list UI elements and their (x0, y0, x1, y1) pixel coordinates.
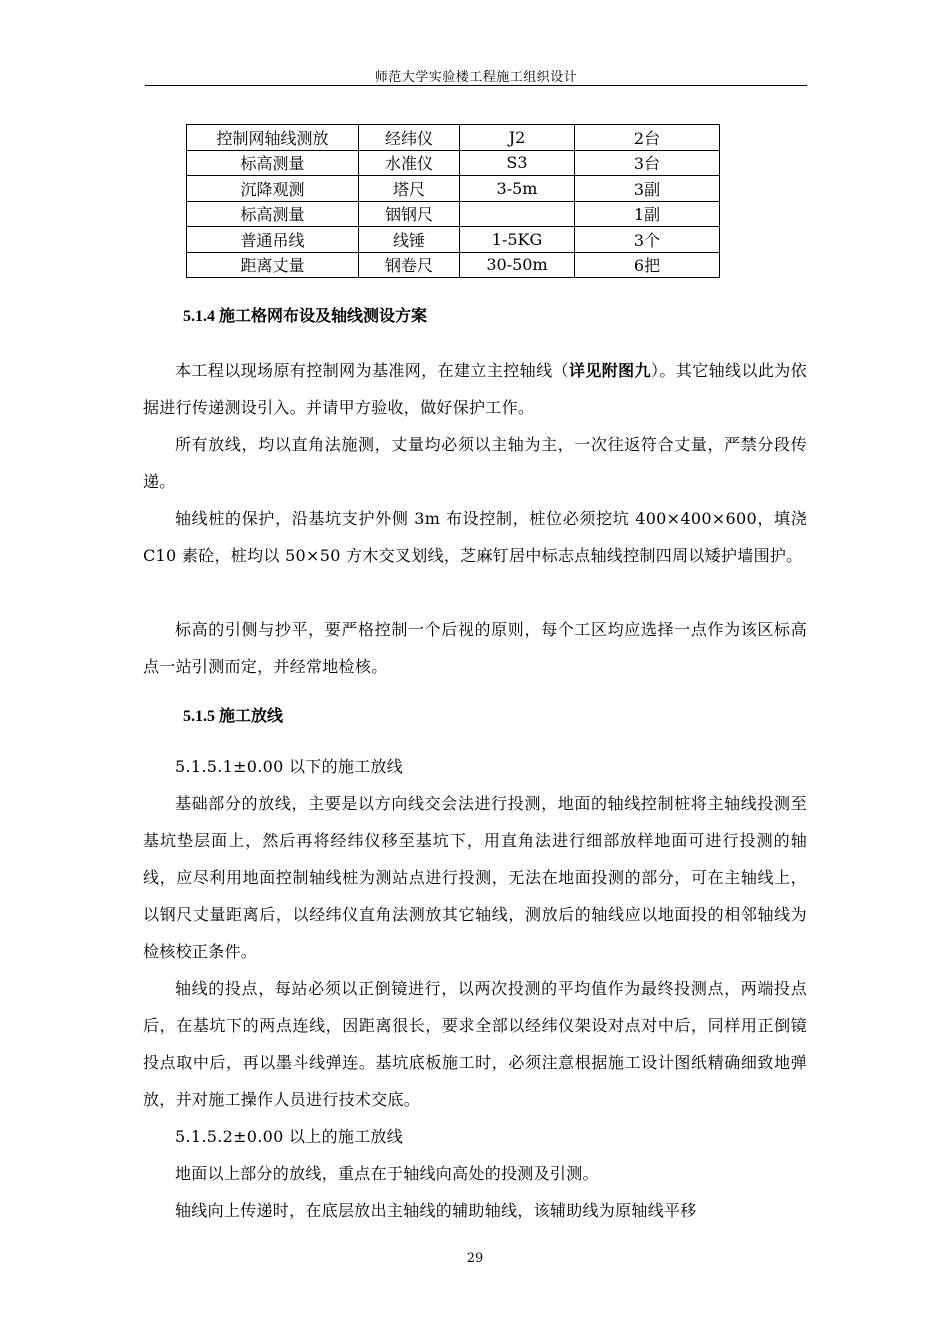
running-header: 师范大学实验楼工程施工组织设计 (374, 70, 578, 85)
instrument-cell: 水准仪 (359, 150, 460, 176)
section-heading-5-1-5: 5.1.5 施工放线 (183, 708, 284, 725)
page-number: 29 (466, 1251, 484, 1266)
task-cell: 普通吊线 (187, 227, 359, 253)
task-cell: 控制网轴线测放 (187, 125, 359, 151)
subsection-heading-5-1-5-1: 5.1.5.1±0.00 以下的施工放线 (175, 757, 404, 776)
paragraph-layout-method: 所有放线，均以直角法施测，丈量均必须以主轴为主，一次往返符合丈量，严禁分段传递。 (143, 435, 807, 491)
paragraph-control-network (143, 352, 807, 426)
quantity-cell: 3副 (575, 176, 720, 202)
model-cell: 3-5m (460, 176, 575, 202)
paragraph-axis-projection: 轴线的投点，每站必须以正倒镜进行，以两次投测的平均值作为最终投测点，两端投点后，在基坑下的两点连线，因距离很长，要求全部以经纬仪架设对点对中后，同样用正倒镜投点取中后，再以墨斗线弹连。基坑底板施工时，必须注意根据施工设计图纸精确细致地弹放，并对施工操作人员进行技术交底。 (143, 979, 807, 1109)
equipment-table (186, 124, 720, 278)
instrument-cell: 钢卷尺 (359, 252, 460, 278)
instrument-cell: 塔尺 (359, 176, 460, 202)
model-cell: S3 (460, 150, 575, 176)
instrument-cell: 经纬仪 (359, 125, 460, 151)
model-cell (460, 201, 575, 227)
model-cell: 1-5KG (460, 227, 575, 253)
paragraph-foundation-layout: 基础部分的放线，主要是以方向线交会法进行投测，地面的轴线控制桩将主轴线投测至基坑垫层面上，然后再将经纬仪移至基坑下，用直角法进行细部放样地面可进行投测的轴线，应尽利用地面控制轴线桩为测站点进行投测，无法在地面投测的部分，可在主轴线上，以钢尺丈量距离后，以经纬仪直角法测放其它轴线，测放后的轴线应以地面投的相邻轴线为检核校正条件。 (143, 794, 807, 961)
instrument-cell: 铟钢尺 (359, 201, 460, 227)
task-cell: 标高测量 (187, 150, 359, 176)
quantity-cell: 1副 (575, 201, 720, 227)
paragraph-axis-pile-protection: 轴线桩的保护，沿基坑支护外侧 3m 布设控制，桩位必须挖坑 400×400×600，填浇 C10 素砼，桩均以 50×50 方木交叉划线，芝麻钉居中标志点轴线控制四周以矮护墙围护。 (143, 509, 807, 565)
instrument-cell: 线锤 (359, 227, 460, 253)
table-row (187, 227, 720, 253)
paragraph-above-ground: 地面以上部分的放线，重点在于轴线向高处的投测及引测。 (175, 1164, 599, 1183)
paragraph-axis-transfer: 轴线向上传递时，在底层放出主轴线的辅助轴线，该辅助线为原轴线平移 (175, 1201, 697, 1220)
header-rule (145, 85, 807, 86)
model-cell: 30-50m (460, 252, 575, 278)
table-row (187, 125, 720, 151)
table-row (187, 201, 720, 227)
model-cell: J2 (460, 125, 575, 151)
task-cell: 距离丈量 (187, 252, 359, 278)
quantity-cell: 2台 (575, 125, 720, 151)
table-row (187, 252, 720, 278)
quantity-cell: 6把 (575, 252, 720, 278)
paragraph-text: 本工程以现场原有控制网为基准网，在建立主控轴线（ (175, 361, 569, 380)
figure-reference: 详见附图九 (568, 361, 651, 380)
table-row (187, 176, 720, 202)
quantity-cell: 3台 (575, 150, 720, 176)
subsection-heading-5-1-5-2: 5.1.5.2±0.00 以上的施工放线 (175, 1127, 404, 1146)
task-cell: 标高测量 (187, 201, 359, 227)
paragraph-text: ）。其它轴线以此为依据进行传递测设引入。并请甲方验收，做好保护工作。 (143, 361, 807, 417)
task-cell: 沉降观测 (187, 176, 359, 202)
section-heading-5-1-4: 5.1.4 施工格网布设及轴线测设方案 (183, 308, 428, 325)
paragraph-elevation: 标高的引侧与抄平，要严格控制一个后视的原则，每个工区均应选择一点作为该区标高点一站引测而定，并经常地检核。 (143, 620, 807, 676)
quantity-cell: 3个 (575, 227, 720, 253)
table-row (187, 150, 720, 176)
